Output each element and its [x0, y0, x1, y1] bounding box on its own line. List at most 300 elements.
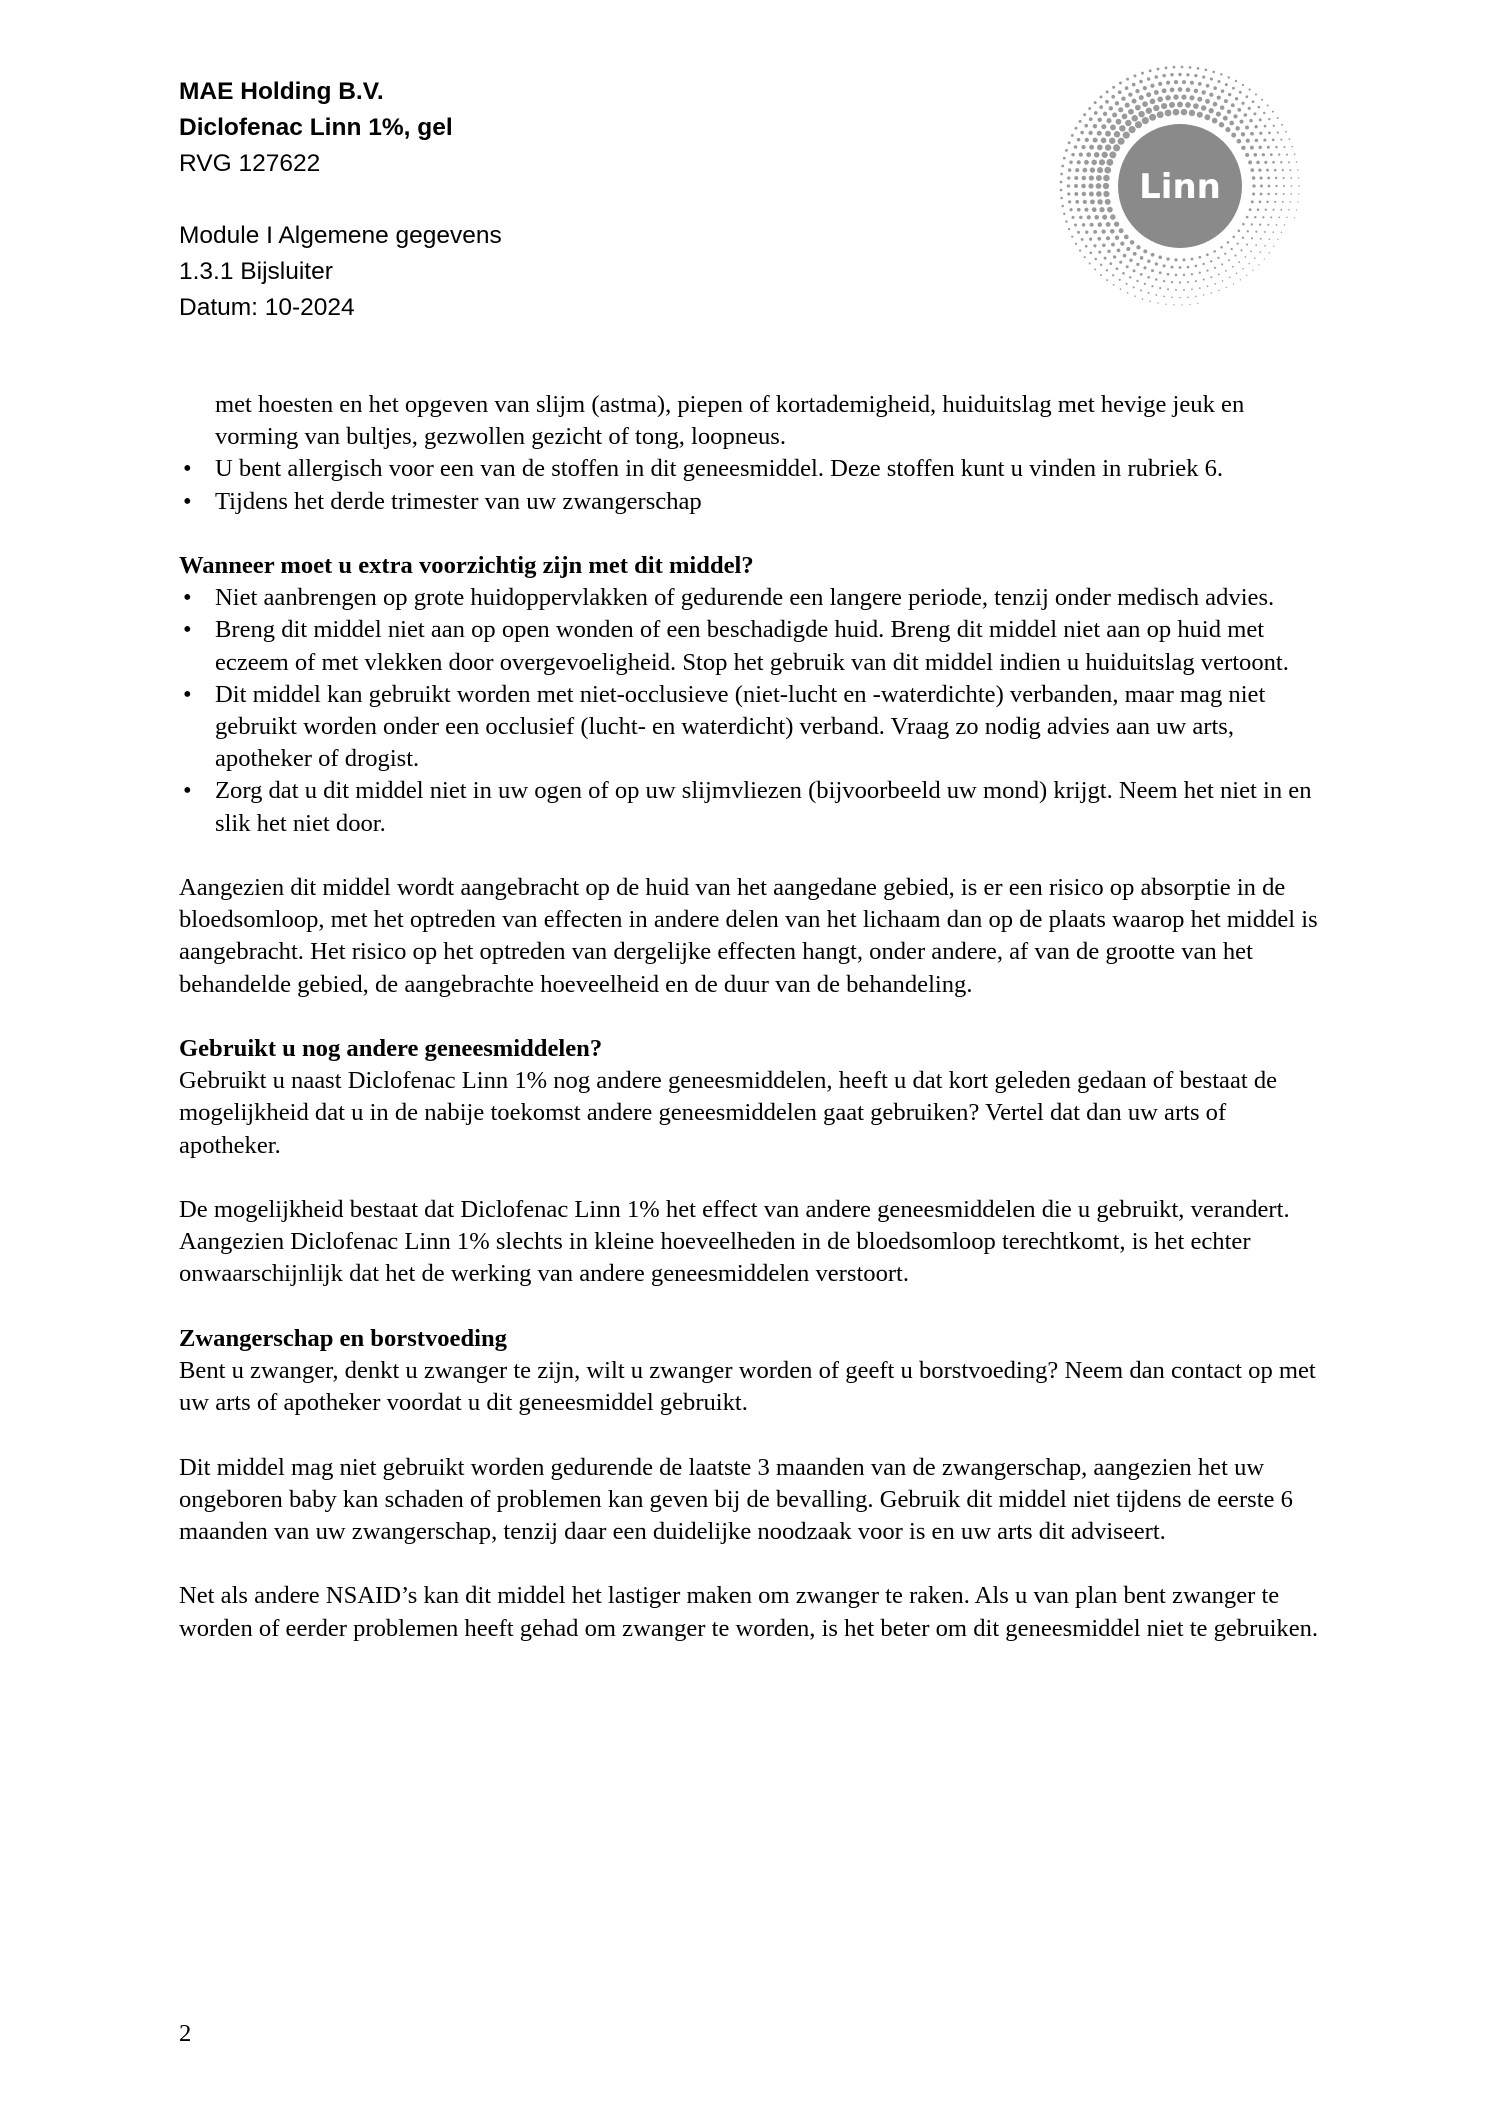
- logo-dot: [1231, 133, 1236, 138]
- logo-dot: [1241, 132, 1245, 136]
- logo-dot: [1100, 274, 1102, 276]
- logo-dot: [1294, 217, 1295, 218]
- logo-dot: [1101, 230, 1105, 234]
- logo-dot: [1182, 80, 1186, 84]
- logo-dot: [1223, 116, 1228, 121]
- pregnancy-paragraph-2: Dit middel mag niet gebruikt worden gedurende de laatste 3 maanden van de zwangerschap, aangezien het uw ongeboren baby kan schaden of problemen kan geven bij de bevalling. Gebruik dit middel niet tijdens de eerste 6 maanden van uw zwangerschap, tenzij daar een duidelijke noodzaak voor is en uw arts dit adviseert.: [179, 1453, 1293, 1546]
- logo-dot: [1074, 145, 1078, 149]
- logo-dot: [1183, 289, 1185, 291]
- logo-dot: [1288, 209, 1290, 211]
- logo-dot: [1165, 66, 1168, 69]
- logo-dot: [1250, 146, 1254, 150]
- logo-dot: [1097, 145, 1103, 151]
- logo-dot: [1107, 207, 1113, 213]
- logo-dot: [1296, 161, 1298, 163]
- logo-dot: [1201, 105, 1206, 110]
- logo-dot: [1113, 144, 1120, 151]
- logo-dot: [1139, 80, 1143, 84]
- logo-dot: [1259, 118, 1262, 121]
- logo-dot: [1186, 88, 1191, 93]
- logo-dot: [1094, 215, 1099, 220]
- logo-dot: [1142, 298, 1144, 300]
- logo-dot: [1074, 176, 1078, 180]
- logo-dot: [1079, 153, 1083, 157]
- logo-dot: [1110, 214, 1116, 220]
- logo-dot: [1084, 160, 1089, 165]
- logo-dot: [1209, 108, 1214, 113]
- logo-dot: [1227, 110, 1231, 114]
- logo-dot: [1093, 124, 1097, 128]
- logo-dot: [1225, 127, 1230, 132]
- logo-dot: [1103, 112, 1107, 116]
- logo-dot: [1165, 110, 1172, 117]
- logo-dot: [1077, 138, 1081, 142]
- logo-dot: [1097, 237, 1101, 241]
- product-name: Diclofenac Linn 1%, gel: [179, 114, 453, 141]
- logo-dot: [1255, 244, 1257, 246]
- logo-dot: [1089, 262, 1091, 264]
- logo-dot: [1085, 138, 1089, 142]
- logo-dot: [1193, 103, 1199, 109]
- logo-dot: [1283, 185, 1285, 187]
- logo-dot: [1094, 152, 1100, 158]
- logo-dot: [1252, 184, 1255, 187]
- logo-dot: [1285, 131, 1287, 133]
- logo-dot: [1220, 246, 1223, 249]
- logo-dot: [1250, 250, 1252, 252]
- logo-dot: [1256, 161, 1260, 165]
- logo-dot: [1205, 69, 1208, 72]
- logo-dot: [1133, 74, 1136, 77]
- logo-dot: [1094, 111, 1098, 115]
- logo-dot: [1194, 89, 1198, 93]
- logo-dot: [1100, 264, 1102, 266]
- logo-dot: [1254, 257, 1256, 259]
- logo-dot: [1105, 131, 1111, 137]
- logo-dot: [1182, 258, 1185, 261]
- logo-dot: [1166, 257, 1169, 260]
- logo-dot: [1197, 97, 1202, 102]
- logo-dot: [1250, 168, 1254, 172]
- logo-dot: [1234, 255, 1236, 257]
- logo-dot: [1189, 95, 1194, 100]
- logo-dot: [1121, 97, 1125, 101]
- logo-dot: [1191, 288, 1193, 290]
- logo-dot: [1115, 101, 1119, 105]
- logo-dot: [1275, 185, 1277, 187]
- logo-dot: [1125, 120, 1132, 127]
- pregnancy-paragraph-3: Net als andere NSAID’s kan dit middel het lastiger maken om zwanger te raken. Als u van plan bent zwanger te worden of eerder problemen heeft gehad om zwanger te worden, is het beter om dit geneesmiddel niet te gebruiken.: [179, 1582, 1319, 1642]
- logo-dot: [1291, 146, 1293, 148]
- logo-dot: [1224, 99, 1228, 103]
- logo-dot: [1080, 131, 1084, 135]
- logo-dot: [1157, 111, 1164, 118]
- logo-dot: [1268, 185, 1271, 188]
- logo-dot: [1167, 288, 1169, 290]
- logo-dot: [1290, 201, 1292, 203]
- contraindication-list: [179, 453, 1329, 517]
- logo-dot: [1151, 253, 1155, 257]
- logo-dot: [1074, 192, 1078, 196]
- logo-dot: [1170, 73, 1173, 76]
- logo-dot: [1128, 126, 1135, 133]
- logo-dot: [1267, 224, 1269, 226]
- logo-dot: [1260, 176, 1263, 179]
- logo-dot: [1268, 118, 1270, 120]
- logo-dot: [1269, 238, 1271, 240]
- logo-dot: [1251, 223, 1253, 225]
- logo-dot: [1126, 247, 1130, 251]
- logo-dot: [1272, 111, 1274, 113]
- company-name: MAE Holding B.V.: [179, 78, 384, 105]
- logo-dot: [1135, 89, 1139, 93]
- logo-dot: [1205, 99, 1210, 104]
- logo-dot: [1236, 273, 1238, 275]
- logo-dot: [1228, 259, 1230, 261]
- logo-dot: [1246, 275, 1247, 276]
- logo-dot: [1232, 266, 1234, 268]
- logo-dot: [1099, 159, 1105, 165]
- logo-dot: [1083, 200, 1087, 204]
- logo-dot: [1296, 209, 1297, 210]
- logo-dot: [1105, 100, 1109, 104]
- logo-dot: [1140, 256, 1144, 260]
- logo-dot: [1133, 269, 1136, 272]
- logo-dot: [1096, 175, 1102, 181]
- logo-dot: [1273, 246, 1274, 247]
- logo-dot: [1217, 80, 1220, 83]
- logo-dot: [1159, 271, 1162, 274]
- logo-dot: [1173, 94, 1178, 99]
- logo-dot: [1171, 296, 1173, 298]
- logo-dot: [1112, 274, 1114, 276]
- logo-dot: [1084, 124, 1088, 128]
- logo-dot: [1107, 250, 1110, 253]
- logo-dot: [1157, 68, 1160, 71]
- logo-dot: [1258, 146, 1261, 149]
- logo-dot: [1252, 176, 1256, 180]
- logo-dot: [1247, 230, 1249, 232]
- logo-dot: [1275, 177, 1277, 179]
- logo-dot: [1060, 181, 1063, 184]
- logo-dot: [1255, 231, 1257, 233]
- logo-dot: [1118, 90, 1122, 94]
- logo-dot: [1252, 100, 1255, 103]
- logo-dot: [1147, 276, 1150, 279]
- logo-dot: [1238, 261, 1240, 263]
- logo-dot: [1067, 192, 1070, 195]
- logo-dot: [1171, 281, 1173, 283]
- logo-dot: [1173, 304, 1174, 305]
- logo-dot: [1109, 151, 1116, 158]
- logo-dot: [1099, 207, 1104, 212]
- logo-dot: [1147, 260, 1150, 263]
- logo-dot: [1065, 220, 1067, 222]
- logo-dot: [1102, 243, 1106, 247]
- logo-dot: [1236, 242, 1238, 244]
- logo-dot: [1060, 173, 1063, 176]
- logo-dot: [1112, 86, 1115, 89]
- logo-dot: [1235, 97, 1238, 100]
- absorption-paragraph: Aangezien dit middel wordt aangebracht op de huid van het aangedane gebied, is er een risico op absorptie in de bloedsomloop, met het optreden van effecten in andere delen van het lichaam dan op de plaats waarop het middel is aangebracht. Het risico op het optreden van dergelijke effecten hangt, onder andere, af van de grootte van het behandelde gebied, de aangebrachte hoeveelheid en de duur van de behandeling.: [179, 874, 1318, 998]
- logo-dot: [1221, 263, 1223, 265]
- logo-dot: [1259, 132, 1262, 135]
- logo-dot: [1070, 208, 1073, 211]
- rvg-number: RVG 127622: [179, 150, 321, 177]
- logo-dot: [1244, 256, 1246, 258]
- logo-dot: [1102, 215, 1107, 220]
- logo-dot: [1272, 231, 1274, 233]
- logo-dot: [1071, 153, 1075, 157]
- logo-dot: [1294, 153, 1296, 155]
- logo-dot: [1187, 296, 1189, 298]
- logo-dot: [1114, 222, 1119, 227]
- logo-dot: [1151, 269, 1154, 272]
- logo-dot: [1259, 224, 1261, 226]
- logo-dot: [1260, 238, 1262, 240]
- logo-dot: [1101, 137, 1107, 143]
- logo-dot: [1141, 72, 1144, 75]
- logo-dot: [1262, 216, 1264, 218]
- logo-dot: [1119, 279, 1121, 281]
- logo-dot: [1267, 104, 1269, 106]
- logo-dot: [1136, 280, 1138, 282]
- logo-dot: [1089, 117, 1093, 121]
- logo-dot: [1115, 235, 1119, 239]
- logo-dot: [1274, 169, 1277, 172]
- logo-dot: [1171, 266, 1174, 269]
- logo-dot: [1207, 285, 1209, 287]
- logo-dot: [1099, 105, 1103, 109]
- logo-dot: [1149, 300, 1150, 301]
- logo-dot: [1097, 131, 1102, 136]
- logo-dot: [1195, 296, 1197, 298]
- logo-dot: [1241, 146, 1245, 150]
- document-date: Datum: 10-2024: [179, 294, 355, 321]
- logo-dot: [1266, 169, 1269, 172]
- logo-dot: [1281, 232, 1282, 233]
- logo-dot: [1120, 288, 1122, 290]
- logo-dot: [1116, 119, 1122, 125]
- list-item: • U bent allergisch voor een van de stoffen in dit geneesmiddel. Deze stoffen kunt u vinden in rubriek 6.: [179, 453, 1329, 485]
- logo-dot: [1158, 82, 1162, 86]
- logo-dot: [1149, 114, 1156, 121]
- logo-dot: [1258, 264, 1259, 265]
- section-name: 1.3.1 Bijsluiter: [179, 258, 333, 285]
- logo-dot: [1197, 303, 1198, 304]
- logo-dot: [1166, 81, 1170, 85]
- logo-dot: [1069, 161, 1072, 164]
- logo-dot: [1106, 159, 1113, 166]
- logo-dot: [1089, 252, 1092, 255]
- logo-dot: [1195, 265, 1198, 268]
- logo-dot: [1191, 258, 1194, 261]
- logo-dot: [1103, 191, 1109, 197]
- logo-dot: [1244, 113, 1248, 117]
- logo-dot: [1077, 231, 1080, 234]
- logo-dot: [1269, 252, 1270, 253]
- logo-dot: [1104, 257, 1107, 260]
- logo-dot: [1101, 124, 1106, 129]
- logo-dot: [1155, 262, 1158, 265]
- document-header: [179, 74, 502, 326]
- logo-dot: [1216, 112, 1221, 117]
- logo-dot: [1092, 207, 1097, 212]
- logo-dot: [1227, 241, 1230, 244]
- logo-dot: [1157, 96, 1163, 102]
- logo-dot: [1280, 139, 1282, 141]
- logo-dot: [1096, 191, 1102, 197]
- logo-dot: [1111, 95, 1115, 99]
- logo-dot: [1148, 292, 1150, 294]
- logo-dot: [1186, 73, 1189, 76]
- logo-dot: [1131, 115, 1137, 121]
- logo-dot: [1106, 269, 1108, 271]
- logo-dot: [1079, 216, 1083, 220]
- logo-dot: [1175, 289, 1177, 291]
- logo-dot: [1097, 167, 1103, 173]
- logo-dot: [1282, 201, 1284, 203]
- logo-dot: [1136, 245, 1140, 249]
- logo-dot: [1175, 274, 1178, 277]
- logo-dot: [1155, 278, 1158, 281]
- logo-dot: [1123, 132, 1130, 139]
- logo-dot: [1199, 272, 1201, 274]
- logo-dot: [1123, 254, 1127, 258]
- logo-dot: [1248, 107, 1251, 110]
- logo-dot: [1232, 236, 1235, 239]
- logo-dot: [1218, 273, 1220, 275]
- logo-dot: [1174, 258, 1177, 261]
- logo-dot: [1165, 95, 1170, 100]
- logo-dot: [1079, 120, 1082, 123]
- logo-dot: [1242, 84, 1244, 86]
- logo-dot: [1210, 77, 1213, 80]
- logo-dot: [1104, 167, 1111, 174]
- logo-dot: [1117, 248, 1121, 252]
- section-heading-pregnancy: Zwangerschap en borstvoeding: [179, 1324, 507, 1352]
- logo-dot: [1167, 273, 1170, 276]
- logo-dot: [1272, 139, 1275, 142]
- logo-dot: [1135, 105, 1141, 111]
- logo-dot: [1233, 283, 1234, 284]
- logo-dot: [1138, 111, 1144, 117]
- logo-dot: [1270, 216, 1272, 218]
- logo-dot: [1198, 256, 1201, 259]
- logo-dot: [1098, 118, 1102, 122]
- logo-dot: [1074, 184, 1078, 188]
- logo-dot: [1263, 112, 1265, 114]
- logo-dot: [1206, 270, 1208, 272]
- logo-dot: [1204, 114, 1210, 120]
- logo-dot: [1197, 112, 1203, 118]
- logo-dot: [1258, 168, 1261, 171]
- logo-dot: [1106, 90, 1109, 93]
- logo-dot: [1261, 99, 1263, 101]
- logo-dot: [1189, 304, 1190, 305]
- logo-dot: [1289, 169, 1291, 171]
- logo-dot: [1068, 200, 1071, 203]
- logo-dot: [1185, 102, 1191, 108]
- list-item: • Breng dit middel niet aan op open wonden of een beschadigde huid. Breng dit middel niet aan op huid met eczeem of met vlekken door overgevoeligheid. Stop het gebruik van dit middel indien u huiduitslag vertoont.: [179, 614, 1329, 678]
- logo-dot: [1068, 168, 1071, 171]
- pregnancy-paragraph-1: Bent u zwanger, denkt u zwanger te zijn, wilt u zwanger worden of geeft u borstvoeding? Neem dan contact op met uw arts of apotheker voordat u dit geneesmiddel gebruikt.: [179, 1357, 1316, 1417]
- logo-dot: [1252, 270, 1253, 271]
- logo-dot: [1139, 95, 1144, 100]
- logo-dot: [1093, 138, 1098, 143]
- logo-dot: [1165, 303, 1166, 304]
- logo-dot: [1099, 96, 1102, 99]
- logo-dot: [1128, 109, 1134, 115]
- logo-dot: [1187, 266, 1190, 269]
- logo-dot: [1142, 117, 1149, 124]
- logo-dot: [1268, 132, 1271, 135]
- logo-dot: [1173, 109, 1180, 116]
- logo-dot: [1082, 223, 1085, 226]
- logo-dot: [1083, 113, 1086, 116]
- logo-dot: [1106, 236, 1110, 240]
- logo-dot: [1122, 114, 1128, 120]
- logo-dot: [1135, 121, 1142, 128]
- other-medicines-paragraph-2: De mogelijkheid bestaat dat Diclofenac Linn 1% het effect van andere geneesmiddelen die u gebruikt, verandert. Aangezien Diclofenac Linn 1% slechts in kleine hoeveelheden in de bloedsomloop terechtkomt, is het echter onwaarschijnlijk dat het de werking van andere geneesmiddelen verstoort.: [179, 1196, 1290, 1288]
- logo-dot: [1110, 125, 1116, 131]
- logo-dot: [1125, 103, 1130, 108]
- list-item: • Zorg dat u dit middel niet in uw ogen of op uw slijmvliezen (bijvoorbeeld uw mond) krijgt. Neem het niet in en slik het niet door.: [179, 775, 1329, 839]
- logo-dot: [1239, 120, 1243, 124]
- logo-dot: [1258, 106, 1261, 109]
- logo-dot: [1060, 197, 1063, 200]
- logo-dot: [1155, 75, 1159, 79]
- logo-dot: [1068, 141, 1071, 144]
- logo-dot: [1259, 201, 1262, 204]
- logo-dot: [1203, 279, 1205, 281]
- logo-dot: [1225, 83, 1228, 86]
- logo-dot: [1090, 199, 1095, 204]
- caution-list: [179, 582, 1329, 840]
- logo-dot: [1130, 240, 1135, 245]
- logo-dot: [1276, 224, 1278, 226]
- logo-dot: [1260, 193, 1263, 196]
- logo-dot: [1118, 138, 1125, 145]
- logo-dot: [1217, 96, 1221, 100]
- logo-dot: [1119, 228, 1124, 233]
- logo-dot: [1103, 175, 1110, 182]
- logo-dot: [1162, 88, 1167, 93]
- logo-dot: [1282, 169, 1284, 171]
- logo-dot: [1134, 295, 1136, 297]
- logo-dot: [1149, 69, 1152, 72]
- logo-dot: [1091, 160, 1097, 166]
- logo-dot: [1202, 263, 1204, 265]
- logo-dot: [1084, 208, 1088, 212]
- logo-dot: [1161, 103, 1167, 109]
- logo-dot: [1068, 228, 1070, 230]
- logo-dot: [1249, 119, 1252, 122]
- logo-dot: [1086, 152, 1091, 157]
- logo-dot: [1248, 160, 1252, 164]
- list-item: • Dit middel kan gebruikt worden met niet-occlusieve (niet-lucht en -waterdichte) verbanden, maar mag niet gebruikt worden onder een occlusief (lucht- en waterdicht) verband. Vraag zo nodig advies aan uw arts, apotheker of drogist.: [179, 679, 1329, 776]
- logo-dot: [1241, 102, 1244, 105]
- logo-dot: [1298, 177, 1299, 178]
- logo-dot: [1084, 256, 1086, 258]
- logo-dot: [1297, 169, 1298, 170]
- logo-dot: [1132, 83, 1136, 87]
- logo-dot: [1112, 112, 1117, 117]
- logo-dot: [1129, 259, 1132, 262]
- logo-dot: [1245, 153, 1249, 157]
- logo-dot: [1228, 93, 1231, 96]
- logo-dot: [1280, 161, 1282, 163]
